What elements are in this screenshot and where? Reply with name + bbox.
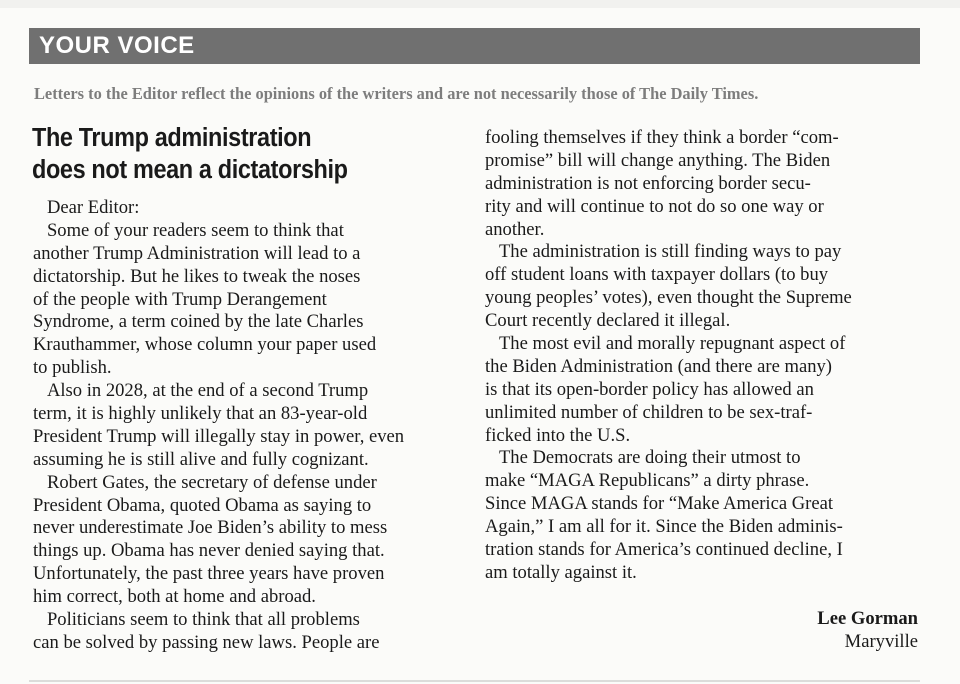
body-line: Again,” I am all for it. Since the Biden adminis- [485,516,843,538]
body-line: Unfortunately, the past three years have proven [33,563,385,585]
body-line: him correct, both at home and abroad. [33,586,316,608]
body-line: Syndrome, a term coined by the late Charles [33,311,364,333]
body-line: Krauthammer, whose column your paper used [33,334,377,356]
body-line: am totally against it. [485,561,637,583]
letter-body-right-column [485,127,925,585]
body-line: things up. Obama has never denied saying that. [33,540,385,562]
disclaimer-text: Letters to the Editor reflect the opinions of the writers and are not necessarily those of The Daily Times. [34,84,759,103]
body-line: President Trump will illegally stay in power, even [33,425,405,447]
body-line: is that its open-border policy has allowed an [485,378,814,400]
body-line: tration stands for America’s continued decline, I [485,539,843,561]
body-line: Dear Editor: [33,197,140,218]
body-line: Court recently declared it illegal. [485,310,731,332]
letter-body-left-column [33,197,473,655]
body-line: Some of your readers seem to think that [33,219,344,241]
body-line: assuming he is still alive and fully cognizant. [33,448,369,470]
top-rule [0,0,960,8]
body-line: Since MAGA stands for “Make America Great [485,493,834,515]
body-line: President Obama, quoted Obama as saying to [33,494,372,516]
author-location: Maryville [844,631,918,652]
body-line: rity and will continue to not do so one way or [485,195,824,217]
headline-line: The Trump administration [32,124,312,152]
body-line: of the people with Trump Derangement [33,288,327,310]
author-name: Lee Gorman [817,608,918,629]
body-line: unlimited number of children to be sex-traf- [485,401,813,423]
body-line: promise” bill will change anything. The Biden [485,149,831,171]
letter-signature [817,607,918,653]
section-title: YOUR VOICE [39,32,195,59]
body-line: young peoples’ votes), even thought the Supreme [485,287,852,309]
bottom-rule [29,680,920,682]
body-line: The administration is still finding ways to pay [485,241,842,263]
body-line: make “MAGA Republicans” a dirty phrase. [485,470,810,492]
body-line: Robert Gates, the secretary of defense under [33,471,377,493]
body-line: never underestimate Joe Biden’s ability to mess [33,517,388,539]
body-line: to publish. [33,357,112,379]
body-line: the Biden Administration (and there are many) [485,355,832,377]
body-line: another. [485,218,545,240]
body-line: term, it is highly unlikely that an 83-year-old [33,403,368,425]
body-line: another Trump Administration will lead to a [33,242,361,264]
body-line: fooling themselves if they think a border “com- [485,127,839,148]
letter-headline [32,122,437,186]
body-line: Also in 2028, at the end of a second Trump [33,380,369,402]
headline-line: does not mean a dictatorship [32,156,348,184]
body-line: can be solved by passing new laws. People are [33,631,380,653]
body-line: administration is not enforcing border secu- [485,172,811,194]
section-banner [29,28,920,64]
body-line: ficked into the U.S. [485,424,631,446]
body-line: off student loans with taxpayer dollars (to buy [485,264,829,286]
body-line: dictatorship. But he likes to tweak the noses [33,265,361,287]
body-line: The most evil and morally repugnant aspect of [485,333,846,355]
body-line: The Democrats are doing their utmost to [485,447,801,469]
body-line: Politicians seem to think that all problems [33,609,360,631]
